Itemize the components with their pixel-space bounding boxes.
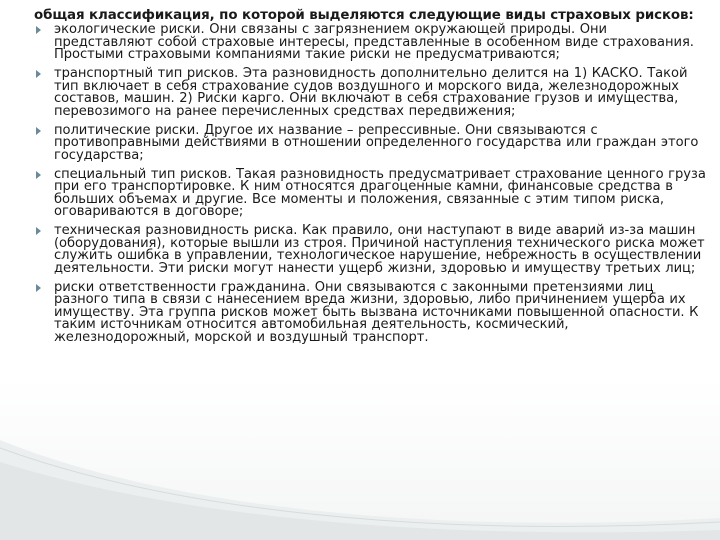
list-item-text: политические риски. Другое их название – репрессивные. Они связываются с противоправными действиями в отношении определенного государства или граждан этого государства; [54, 122, 699, 163]
risk-types-list [34, 24, 706, 345]
triangle-bullet-icon [36, 26, 41, 34]
triangle-bullet-icon [36, 227, 41, 235]
slide-content [34, 8, 706, 351]
list-item-text: риски ответственности гражданина. Они связываются с законными претензиями лиц разного типа в связи с нанесением вреда жизни, здоровью, либо причинением ущерба их имуществу. Эта группа рисков может быть вызвана источниками повышенной опасности. К таким источникам относится автомобильная деятельность, космический, железнодорожный, морской и воздушный транспорт. [54, 279, 699, 345]
triangle-bullet-icon [36, 284, 41, 292]
slide-heading: общая классификация, по которой выделяются следующие виды страховых рисков: [34, 8, 694, 23]
list-item [34, 24, 706, 62]
list-item [34, 65, 706, 119]
list-item [34, 122, 706, 163]
triangle-bullet-icon [36, 171, 41, 179]
list-item-text: специальный тип рисков. Такая разновидность предусматривает страхование ценного груза при его транспортировке. К ним относятся драгоценные камни, финансовые средства в больших объемах и другие. Все моменты и положения, связанные с этим типом риска, оговариваются в договоре; [54, 166, 706, 220]
list-item-text: транспортный тип рисков. Эта разновидность дополнительно делится на 1) КАСКО. Такой тип включает в себя страхование судов воздушного и морского вида, железнодорожных составов, машин. 2) Риски карго. Они включают в себя страхование грузов и имущества, перевозимого на ранее перечисленных средствах передвижения; [54, 65, 688, 119]
list-item [34, 166, 706, 220]
list-item [34, 279, 706, 345]
list-item-text: экологические риски. Они связаны с загрязнением окружающей природы. Они представляют собой страховые интересы, представленные в особенном виде страхования. Простыми страховыми компаниями такие риски не предусматриваются; [54, 22, 694, 63]
triangle-bullet-icon [36, 127, 41, 135]
list-item [34, 225, 706, 275]
triangle-bullet-icon [36, 70, 41, 78]
list-item-text: техническая разновидность риска. Как правило, они наступают в виде аварий из-за машин (оборудования), которые вышли из строя. Причиной наступления технического риска может служить ошибка в управлении, технологическое нарушение, небрежность в осуществлении деятельности. Эти риски могут нанести ущерб жизни, здоровью и имуществу третьих лиц; [54, 223, 705, 276]
